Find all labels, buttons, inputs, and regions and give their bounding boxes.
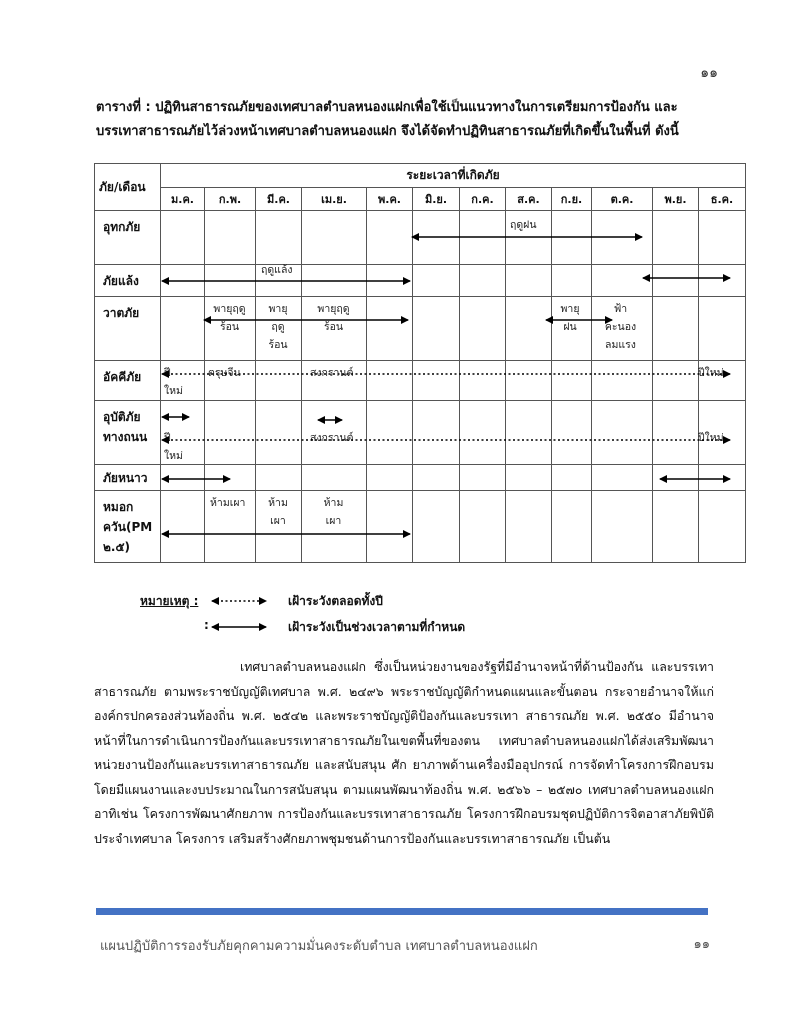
note-traffic-jan: ปี ใหม่ [164,432,183,462]
row-label: อุบัติภัย ทางถนน [95,401,161,465]
note-traffic-apr: สงกรานต์ [310,432,354,444]
table-caption: ตารางที่ : ปฏิทินสาธารณภัยของเทศบาลตำบลหนองแฝกเพื่อใช้เป็นแนวทางในการเตรียมการป้องกัน และบรรเทาสาธารณภัยไว้ล่วงหน้าเทศบาลตำบลหนองแฝก จึงได้จัดทำปฏิทินสาธารณภัยที่เกิดขึ้นในพื้นที่ ดังนี้ [96,100,679,139]
legend-solid-desc: เฝ้าระวังเป็นช่วงเวลาตามที่กำหนด [288,620,466,634]
month-header: ก.ย. [552,188,592,211]
note-flood-aug: ฤดูฝน [510,219,537,231]
row-drought [95,265,746,297]
legend-dotted-arrow-icon [210,594,268,608]
month-header: ธ.ค. [699,188,746,211]
month-header: เม.ย. [302,188,367,211]
note-fire-feb: ตรุษจีน [208,367,241,379]
legend-solid-arrow-icon [210,620,268,634]
page-number-top: ๑๑ [700,65,718,81]
footer-rule [96,908,708,915]
row-label: อุทกภัย [95,211,161,265]
period-header: ระยะเวลาที่เกิดภัย [161,164,746,188]
note-smog-apr: ห้าม เผา [323,497,344,527]
month-header: ส.ค. [506,188,552,211]
row-label: ภัยแล้ง [95,265,161,297]
note-fire-dec: ปีใหม่ [698,367,724,379]
note-storm-oct: ฟ้า คะนอง ลมแรง [604,303,637,351]
month-header: ต.ค. [592,188,653,211]
month-header: มี.ค. [256,188,302,211]
month-header: พ.ย. [653,188,699,211]
legend-colon: : [204,618,209,632]
row-fire [95,361,746,401]
row-smog [95,491,746,563]
row-flood [95,211,746,265]
note-fire-jan: ปี ใหม่ [164,367,183,397]
note-storm-apr: พายุฤดู ร้อน [317,303,350,333]
note-fire-apr: สงกรานต์ [310,367,354,379]
note-storm-sep: พายุ ฝน [560,303,580,333]
note-drought-mar: ฤดูแล้ง [261,264,293,276]
calendar-table [94,163,746,563]
row-label: วาตภัย [95,297,161,361]
note-storm-feb: พายุฤดู ร้อน [213,303,246,333]
note-traffic-dec: ปีใหม่ [698,432,724,444]
note-smog-mar: ห้าม เผา [268,497,288,527]
month-header: ม.ค. [161,188,205,211]
body-paragraph: เทศบาลตำบลหนองแฝก ซึ่งเป็นหน่วยงานของรัฐที่มีอำนาจหน้าที่ด้านป้องกัน และบรรเทาสาธารณภัย ตามพระราชบัญญัติเทศบาล พ.ศ. ๒๔๙๖ พระราชบัญญัติกำหนดแผนและขั้นตอน กระจายอำนาจให้แก่องค์กรปกครองส่วนท้องถิ่น พ.ศ. ๒๕๔๒ และพระราชบัญญัติป้องกันและบรรเทา สาธารณภัย พ.ศ. ๒๕๕๐ มีอำนาจหน้าที่ในการดำเนินการป้องกันและบรรเทาสาธารณภัยในเขตพื้นที่ของตน เทศบาลตำบลหนองแฝกได้ส่งเสริมพัฒนาหน่วยงานป้องกันและบรรเทาสาธารณภัย และสนับสนุน ศัก ยาภาพด้านเครื่องมืออุปกรณ์ การจัดทำโครงการฝึกอบรม โดยมีแผนงานและงบประมาณในการสนับสนุน ตามแผนพัฒนาท้องถิ่น พ.ศ. ๒๕๖๖ – ๒๕๗๐ เทศบาลตำบลหนองแฝก อาทิเช่น โครงการพัฒนาศักยภาพ การป้องกันและบรรเทาสาธารณภัย โครงการฝึกอบรมชุดปฏิบัติการจิตอาสาภัยพิบัติประจำเทศบาล โครงการ เสริมสร้างศักยภาพชุมชนด้านการป้องกันและบรรเทาสาธารณภัย เป็นต้น [94,659,714,846]
legend-title: หมายเหตุ : [140,594,199,608]
month-header: ก.พ. [205,188,256,211]
row-label: ภัยหนาว [95,465,161,491]
footer-text: แผนปฏิบัติการรองรับภัยคุกคามความมั่นคงระดับตำบล เทศบาลตำบลหนองแฝก [100,939,538,954]
body-text [94,655,714,851]
month-header: พ.ค. [367,188,413,211]
month-header: ก.ค. [460,188,506,211]
row-label: อัคคีภัย [95,361,161,401]
footer-page-number: ๑๑ [693,937,710,952]
month-header: มิ.ย. [413,188,460,211]
row-cold [95,465,746,491]
note-smog-feb: ห้ามเผา [210,497,246,509]
row-traffic [95,401,746,465]
corner-header: ภัย/เดือน [95,164,161,211]
row-label: หมอก ควัน(PM ๒.๕) [95,491,161,563]
legend-dotted-desc: เฝ้าระวังตลอดทั้งปี [288,594,383,608]
disaster-calendar [94,163,746,563]
note-storm-mar: พายุ ฤดู ร้อน [268,303,288,351]
